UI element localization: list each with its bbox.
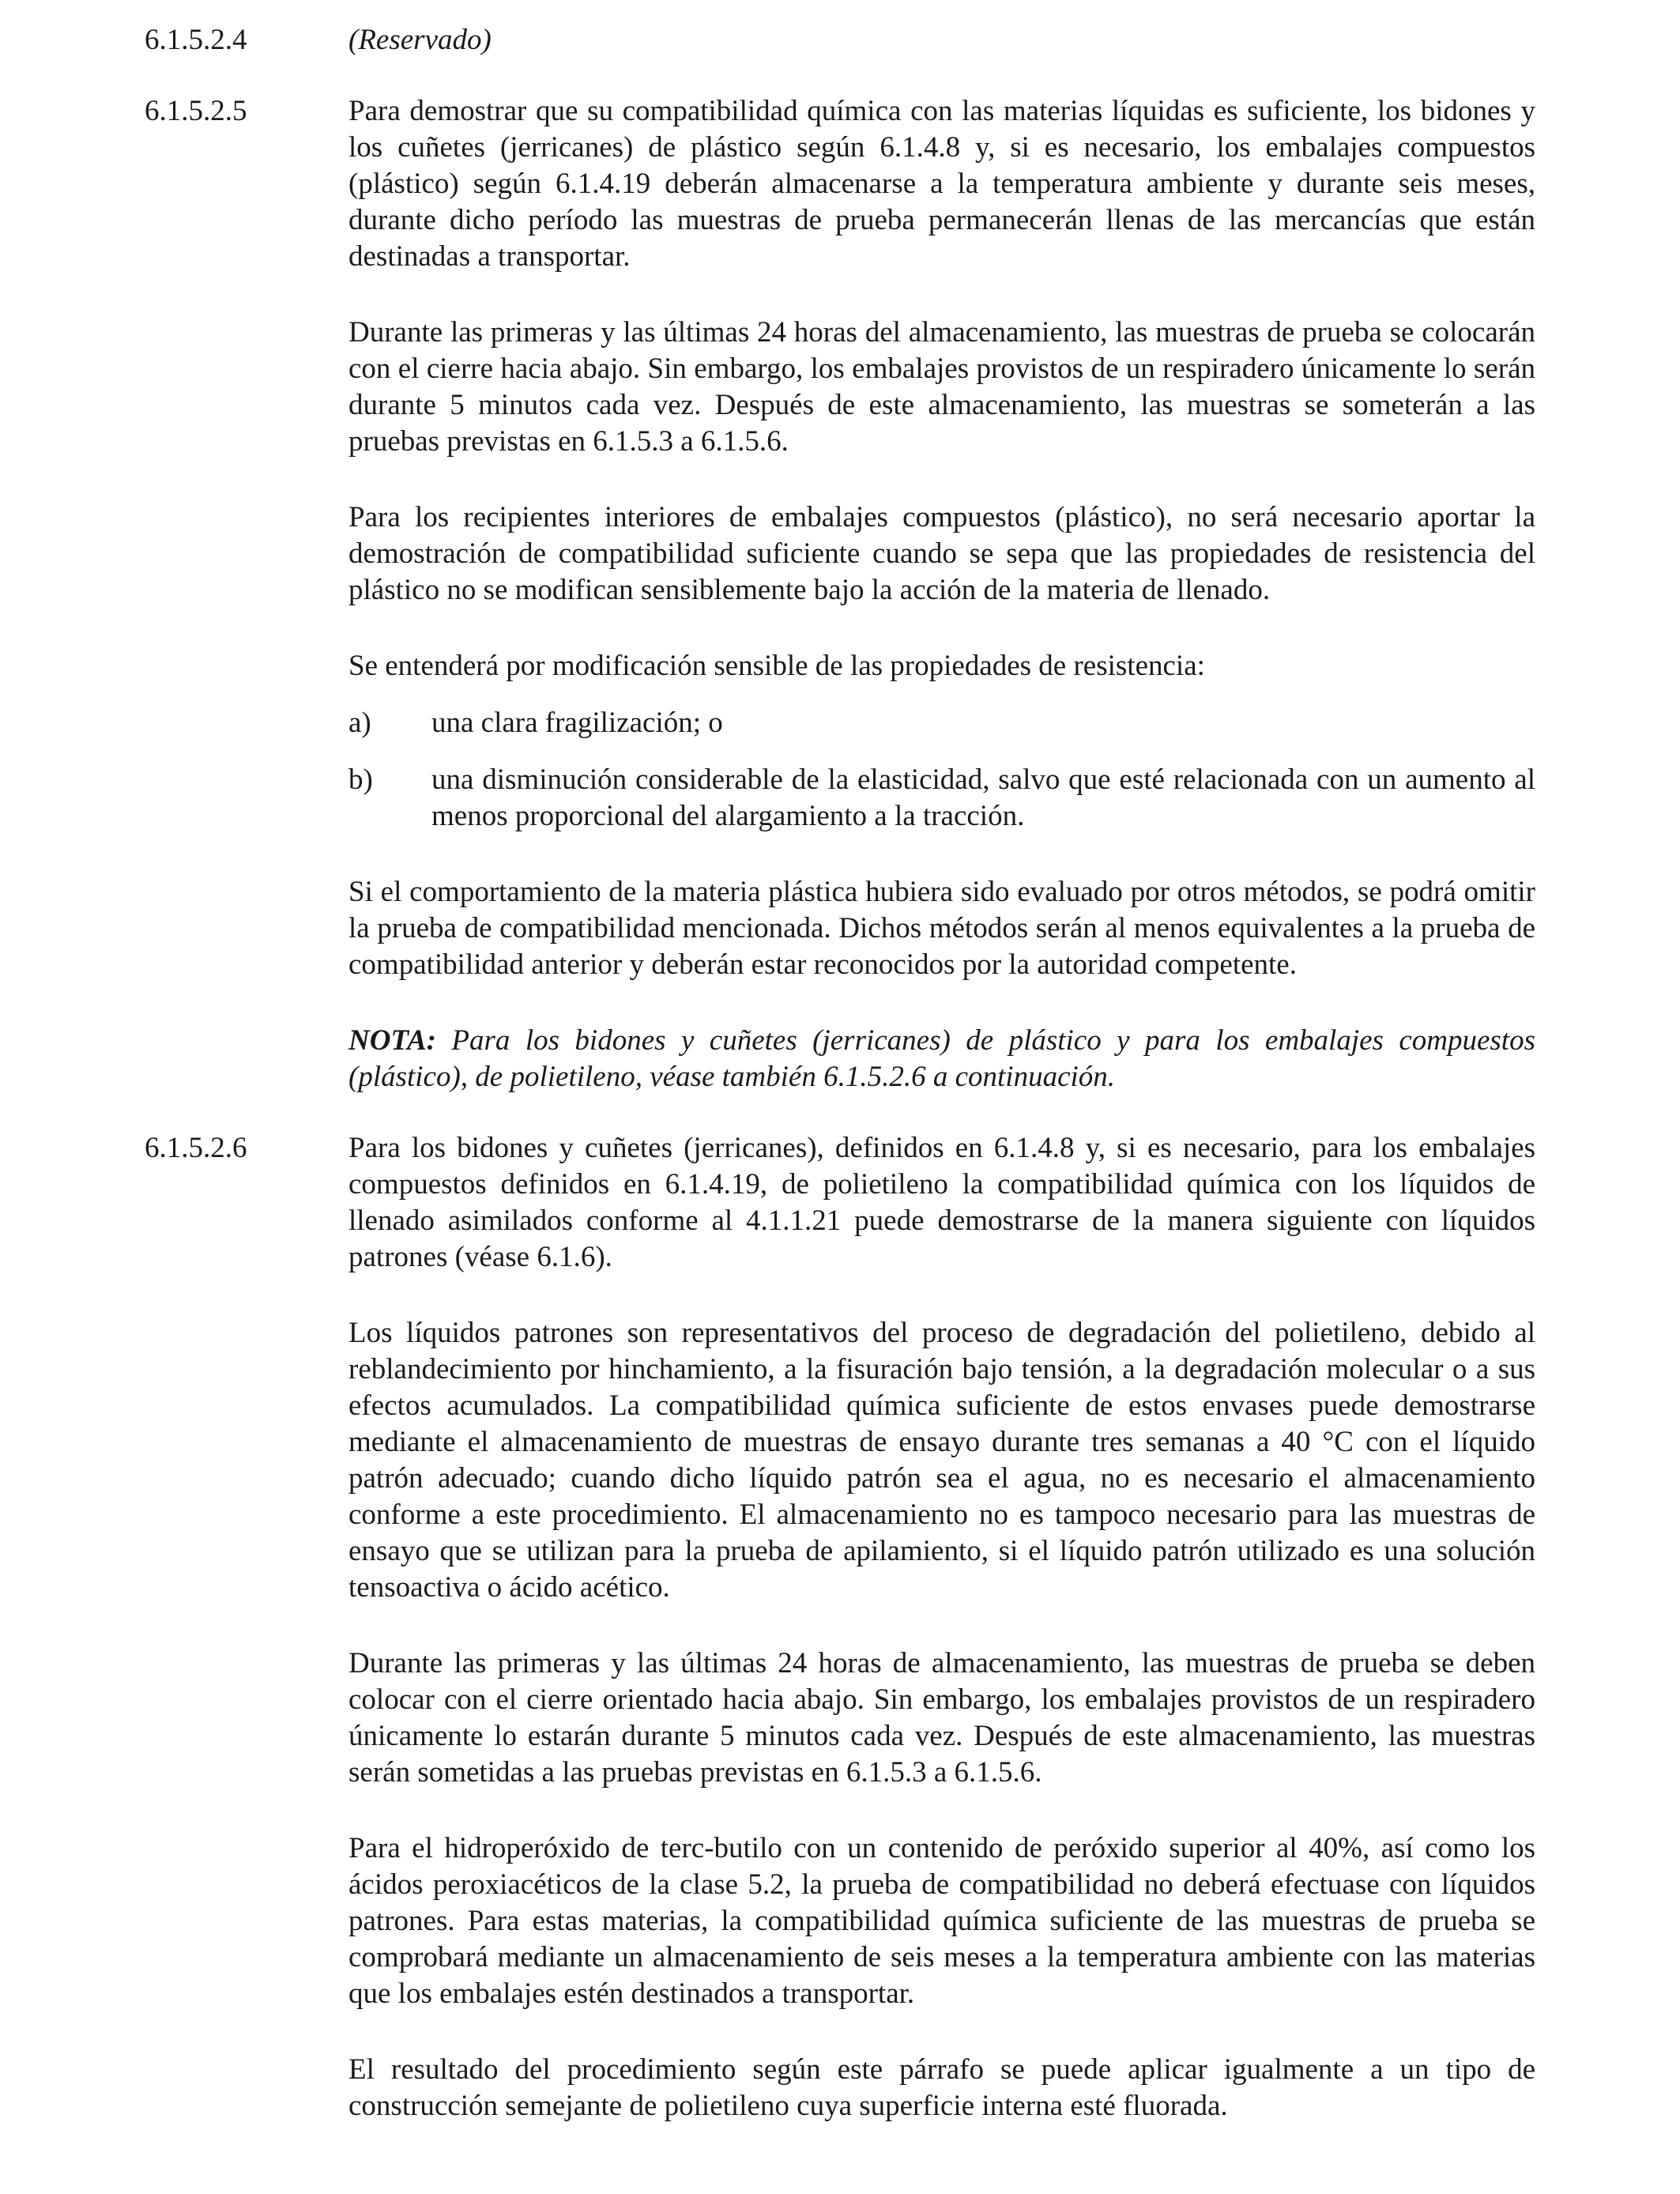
section-body [348,1130,1535,2124]
paragraph: Para los recipientes interiores de embalajes compuestos (plástico), no será necesario aportar la demostración de compatibilidad suficiente cuando se sepa que las propiedades de resistencia del plástico no se modifican sensiblemente bajo la acción de la materia de llenado. [348,501,1535,606]
paragraph: Se entenderá por modificación sensible de las propiedades de resistencia: [348,650,1205,682]
list-marker: b) [348,763,373,796]
section-number: 6.1.5.2.6 [145,1132,247,1164]
paragraph: Los líquidos patrones son representativos del proceso de degradación del polietileno, debido al reblandecimiento por hinchamiento, a la fisuración bajo tensión, a la degradación molecular o a sus efectos acumulados. La compatibilidad química suficiente de estos envases puede demostrarse mediante el almacenamiento de muestras de ensayo durante tres semanas a 40 °C con el líquido patrón adecuado; cuando dicho líquido patrón sea el agua, no es necesario el almacenamiento conforme a este procedimiento. El almacenamiento no es tampoco necesario para las muestras de ensayo que se utilizan para la prueba de apilamiento, si el líquido patrón utilizado es una solución tensoactiva o ácido acético. [348,1317,1535,1604]
list-item [348,705,1535,741]
note [348,1023,1535,1095]
paragraph: Para el hidroperóxido de terc-butilo con un contenido de peróxido superior al 40%, así como los ácidos peroxiacéticos de la clase 5.2, la prueba de compatibilidad no deberá efectuase con líquidos patrones. Para estas materias, la compatibilidad química suficiente de las muestras de prueba se comprobará mediante un almacenamiento de seis meses a la temperatura ambiente con las materias que los embalajes estén destinados a transportar. [348,1832,1535,2010]
list-item [348,762,1535,835]
note-text: Para los bidones y cuñetes (jerricanes) de plástico y para los embalajes compuestos (plástico), de polietileno, véase también 6.1.5.2.6 a continuación. [348,1024,1535,1093]
section-body [348,93,1535,1095]
list-text: una clara fragilización; o [431,707,723,739]
section-number: 6.1.5.2.4 [145,24,247,56]
paragraph: Para los bidones y cuñetes (jerricanes), definidos en 6.1.4.8 y, si es necesario, para los embalajes compuestos definidos en 6.1.4.19, de polietileno la compatibilidad química con los líquidos de llenado asimilados conforme al 4.1.1.21 puede demostrarse de la manera siguiente con líquidos patrones (véase 6.1.6). [348,1132,1535,1273]
note-label: NOTA: [348,1024,436,1057]
document-page [145,22,1535,2124]
section-6-1-5-2-4 [145,22,1535,58]
list-text: una disminución considerable de la elasticidad, salvo que esté relacionada con un aumento al menos proporcional del alargamiento a la tracción. [431,763,1535,832]
list [348,705,1535,835]
reserved-text: (Reservado) [348,24,492,56]
section-6-1-5-2-6 [145,1130,1535,2124]
paragraph: El resultado del procedimiento según este párrafo se puede aplicar igualmente a un tipo de construcción semejante de polietileno cuya superficie interna esté fluorada. [348,2053,1535,2122]
paragraph: Durante las primeras y las últimas 24 horas de almacenamiento, las muestras de prueba se deben colocar con el cierre orientado hacia abajo. Sin embargo, los embalajes provistos de un respiradero únicamente lo estarán durante 5 minutos cada vez. Después de este almacenamiento, las muestras serán sometidas a las pruebas previstas en 6.1.5.3 a 6.1.5.6. [348,1647,1535,1789]
paragraph: Para demostrar que su compatibilidad química con las materias líquidas es suficiente, los bidones y los cuñetes (jerricanes) de plástico según 6.1.4.8 y, si es necesario, los embalajes compuestos (plástico) según 6.1.4.19 deberán almacenarse a la temperatura ambiente y durante seis meses, durante dicho período las muestras de prueba permanecerán llenas de las mercancías que están destinadas a transportar. [348,95,1535,273]
paragraph: Durante las primeras y las últimas 24 horas del almacenamiento, las muestras de prueba se colocarán con el cierre hacia abajo. Sin embargo, los embalajes provistos de un respiradero únicamente lo serán durante 5 minutos cada vez. Después de este almacenamiento, las muestras se someterán a las pruebas previstas en 6.1.5.3 a 6.1.5.6. [348,316,1535,458]
section-6-1-5-2-5 [145,93,1535,1095]
section-number: 6.1.5.2.5 [145,95,247,127]
paragraph: Si el comportamiento de la materia plástica hubiera sido evaluado por otros métodos, se podrá omitir la prueba de compatibilidad mencionada. Dichos métodos serán al menos equivalentes a la prueba de compatibilidad anterior y deberán estar reconocidos por la autoridad competente. [348,876,1535,981]
section-body [348,22,1535,58]
list-marker: a) [348,707,371,739]
